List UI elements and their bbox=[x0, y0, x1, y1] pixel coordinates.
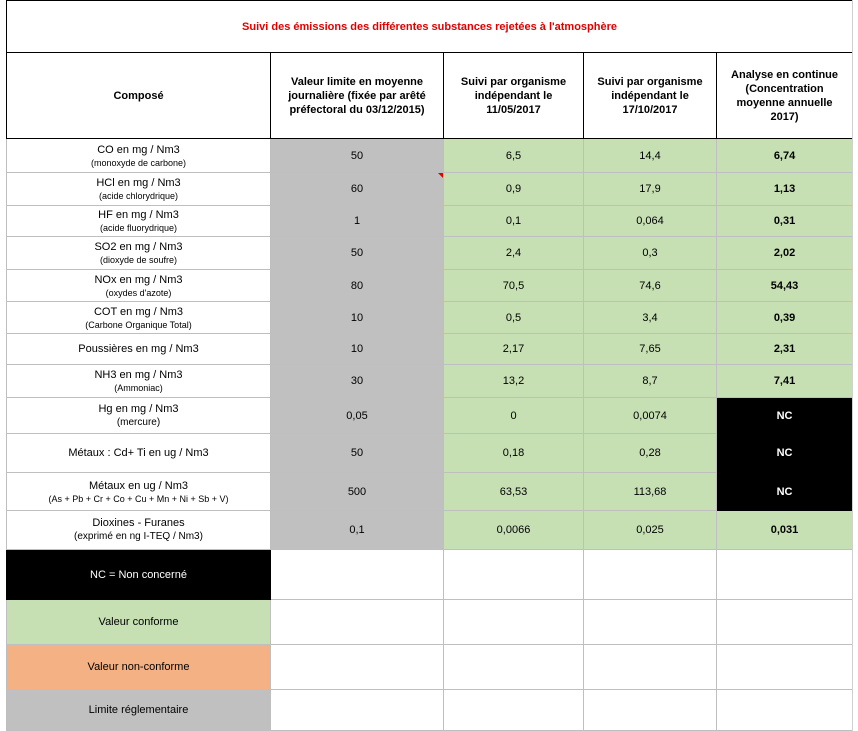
compound-name: CO en mg / Nm3 bbox=[97, 143, 180, 156]
compound-cell[interactable] bbox=[7, 511, 271, 550]
continu-cell[interactable]: 0,39 bbox=[717, 302, 853, 334]
suivi-2-cell[interactable]: 0,025 bbox=[584, 511, 717, 550]
continu-cell[interactable]: 7,41 bbox=[717, 365, 853, 398]
suivi-2-cell[interactable]: 17,9 bbox=[584, 173, 717, 206]
empty-cell[interactable] bbox=[584, 645, 717, 690]
limit-cell[interactable]: 10 bbox=[271, 302, 444, 334]
compound-sub: (Ammoniac) bbox=[114, 383, 163, 393]
empty-cell[interactable] bbox=[444, 645, 584, 690]
compound-sub: (dioxyde de soufre) bbox=[99, 255, 178, 265]
suivi-1-cell[interactable]: 0,18 bbox=[444, 434, 584, 473]
compound-name: NOx en mg / Nm3 bbox=[94, 273, 183, 286]
compound-name: Hg en mg / Nm3 bbox=[98, 402, 179, 415]
limit-value: 60 bbox=[350, 183, 364, 195]
limit-cell[interactable]: 80 bbox=[271, 270, 444, 302]
empty-cell[interactable] bbox=[271, 690, 444, 731]
table-row bbox=[7, 473, 853, 511]
limit-cell[interactable] bbox=[271, 173, 444, 206]
limit-cell[interactable]: 50 bbox=[271, 139, 444, 173]
compound-cell[interactable] bbox=[7, 302, 271, 334]
compound-name: HCl en mg / Nm3 bbox=[96, 177, 181, 189]
compound-cell[interactable] bbox=[7, 398, 271, 434]
continu-cell[interactable]: NC bbox=[717, 473, 853, 511]
suivi-2-cell[interactable]: 0,28 bbox=[584, 434, 717, 473]
legend-non-conforme[interactable]: Valeur non-conforme bbox=[7, 645, 271, 690]
compound-cell[interactable] bbox=[7, 365, 271, 398]
limit-cell[interactable]: 50 bbox=[271, 434, 444, 473]
compound-name: Dioxines - Furanes bbox=[92, 517, 185, 529]
suivi-2-cell[interactable]: 0,064 bbox=[584, 206, 717, 237]
continu-cell[interactable]: 0,31 bbox=[717, 206, 853, 237]
compound-cell[interactable]: Poussières en mg / Nm3 bbox=[7, 334, 271, 365]
header-continu[interactable]: Analyse en continue (Concentration moyenne annuelle 2017) bbox=[717, 53, 853, 139]
legend-nc[interactable]: NC = Non concerné bbox=[7, 550, 271, 600]
suivi-2-cell[interactable]: 7,65 bbox=[584, 334, 717, 365]
compound-name: HF en mg / Nm3 bbox=[98, 209, 179, 221]
legend-row bbox=[7, 645, 853, 690]
empty-cell[interactable] bbox=[444, 600, 584, 645]
header-compose[interactable]: Composé bbox=[7, 53, 271, 139]
suivi-1-cell[interactable]: 0,0066 bbox=[444, 511, 584, 550]
header-suivi-2[interactable]: Suivi par organisme indépendant le 17/10/2017 bbox=[584, 53, 717, 139]
table-row bbox=[7, 398, 853, 434]
compound-sub: (As + Pb + Cr + Co + Cu + Mn + Ni + Sb + V) bbox=[48, 493, 229, 504]
compound-cell[interactable] bbox=[7, 206, 271, 237]
limit-cell[interactable]: 500 bbox=[271, 473, 444, 511]
compound-name: SO2 en mg / Nm3 bbox=[94, 241, 183, 253]
legend-row bbox=[7, 690, 853, 731]
continu-cell[interactable]: 0,031 bbox=[717, 511, 853, 550]
compound-sub: (monoxyde de carbone) bbox=[90, 157, 187, 168]
compound-sub: (oxydes d'azote) bbox=[105, 287, 172, 298]
empty-cell[interactable] bbox=[584, 600, 717, 645]
compound-cell[interactable] bbox=[7, 139, 271, 173]
suivi-1-cell[interactable]: 13,2 bbox=[444, 365, 584, 398]
suivi-2-cell[interactable]: 74,6 bbox=[584, 270, 717, 302]
suivi-1-cell[interactable]: 0,9 bbox=[444, 173, 584, 206]
compound-cell[interactable]: Métaux : Cd+ Ti en ug / Nm3 bbox=[7, 434, 271, 473]
suivi-1-cell[interactable]: 0 bbox=[444, 398, 584, 434]
empty-cell[interactable] bbox=[717, 550, 853, 600]
table-row bbox=[7, 434, 853, 473]
continu-cell[interactable]: 2,02 bbox=[717, 237, 853, 270]
compound-cell[interactable] bbox=[7, 270, 271, 302]
compound-sub: (Carbone Organique Total) bbox=[85, 319, 192, 330]
table-row bbox=[7, 237, 853, 270]
suivi-2-cell[interactable]: 14,4 bbox=[584, 139, 717, 173]
empty-cell[interactable] bbox=[584, 690, 717, 731]
suivi-1-cell[interactable]: 6,5 bbox=[444, 139, 584, 173]
header-suivi-1[interactable]: Suivi par organisme indépendant le 11/05/2017 bbox=[444, 53, 584, 139]
compound-sub: (mercure) bbox=[116, 416, 161, 428]
limit-cell[interactable]: 30 bbox=[271, 365, 444, 398]
suivi-1-cell[interactable]: 70,5 bbox=[444, 270, 584, 302]
legend-row bbox=[7, 600, 853, 645]
legend-conforme[interactable]: Valeur conforme bbox=[7, 600, 271, 645]
comment-indicator-icon[interactable] bbox=[438, 173, 443, 178]
suivi-1-cell[interactable]: 2,17 bbox=[444, 334, 584, 365]
suivi-1-cell[interactable]: 0,5 bbox=[444, 302, 584, 334]
limit-cell[interactable]: 1 bbox=[271, 206, 444, 237]
compound-sub: (exprimé en ng I-TEQ / Nm3) bbox=[74, 531, 203, 542]
suivi-2-cell[interactable]: 113,68 bbox=[584, 473, 717, 511]
sheet-title[interactable]: Suivi des émissions des différentes substances rejetées à l'atmosphère bbox=[7, 1, 853, 53]
table-row bbox=[7, 334, 853, 365]
continu-cell[interactable]: 2,31 bbox=[717, 334, 853, 365]
empty-cell[interactable] bbox=[717, 600, 853, 645]
compound-sub: (acide fluorydrique) bbox=[99, 223, 178, 233]
suivi-1-cell[interactable]: 63,53 bbox=[444, 473, 584, 511]
continu-cell[interactable]: NC bbox=[717, 434, 853, 473]
legend-limite[interactable]: Limite réglementaire bbox=[7, 690, 271, 731]
table-row bbox=[7, 302, 853, 334]
empty-cell[interactable] bbox=[717, 645, 853, 690]
compound-name: NH3 en mg / Nm3 bbox=[94, 369, 183, 381]
empty-cell[interactable] bbox=[271, 600, 444, 645]
limit-cell[interactable]: 10 bbox=[271, 334, 444, 365]
empty-cell[interactable] bbox=[271, 550, 444, 600]
column-divider bbox=[852, 0, 853, 731]
table-row bbox=[7, 365, 853, 398]
compound-cell[interactable] bbox=[7, 173, 271, 206]
limit-cell[interactable]: 50 bbox=[271, 237, 444, 270]
table-row bbox=[7, 173, 853, 206]
suivi-2-cell[interactable]: 8,7 bbox=[584, 365, 717, 398]
empty-cell[interactable] bbox=[717, 690, 853, 731]
compound-name: COT en mg / Nm3 bbox=[93, 305, 184, 318]
suivi-1-cell[interactable]: 2,4 bbox=[444, 237, 584, 270]
table-row bbox=[7, 511, 853, 550]
compound-name: Métaux en ug / Nm3 bbox=[88, 479, 189, 492]
table-row bbox=[7, 270, 853, 302]
continu-cell[interactable]: 6,74 bbox=[717, 139, 853, 173]
suivi-2-cell[interactable]: 3,4 bbox=[584, 302, 717, 334]
continu-cell[interactable]: 1,13 bbox=[717, 173, 853, 206]
emissions-table bbox=[6, 0, 853, 731]
legend-row bbox=[7, 550, 853, 600]
continu-cell[interactable]: NC bbox=[717, 398, 853, 434]
table-row bbox=[7, 206, 853, 237]
empty-cell[interactable] bbox=[444, 550, 584, 600]
header-limit[interactable]: Valeur limite en moyenne journalière (fixée par arêté préfectoral du 03/12/2015) bbox=[271, 53, 444, 139]
compound-sub: (acide chlorydrique) bbox=[98, 191, 179, 201]
empty-cell[interactable] bbox=[271, 645, 444, 690]
suivi-2-cell[interactable]: 0,0074 bbox=[584, 398, 717, 434]
limit-cell[interactable]: 0,05 bbox=[271, 398, 444, 434]
suivi-1-cell[interactable]: 0,1 bbox=[444, 206, 584, 237]
empty-cell[interactable] bbox=[584, 550, 717, 600]
compound-cell[interactable] bbox=[7, 473, 271, 511]
empty-cell[interactable] bbox=[444, 690, 584, 731]
compound-cell[interactable] bbox=[7, 237, 271, 270]
continu-cell[interactable]: 54,43 bbox=[717, 270, 853, 302]
limit-cell[interactable]: 0,1 bbox=[271, 511, 444, 550]
table-row bbox=[7, 139, 853, 173]
suivi-2-cell[interactable]: 0,3 bbox=[584, 237, 717, 270]
